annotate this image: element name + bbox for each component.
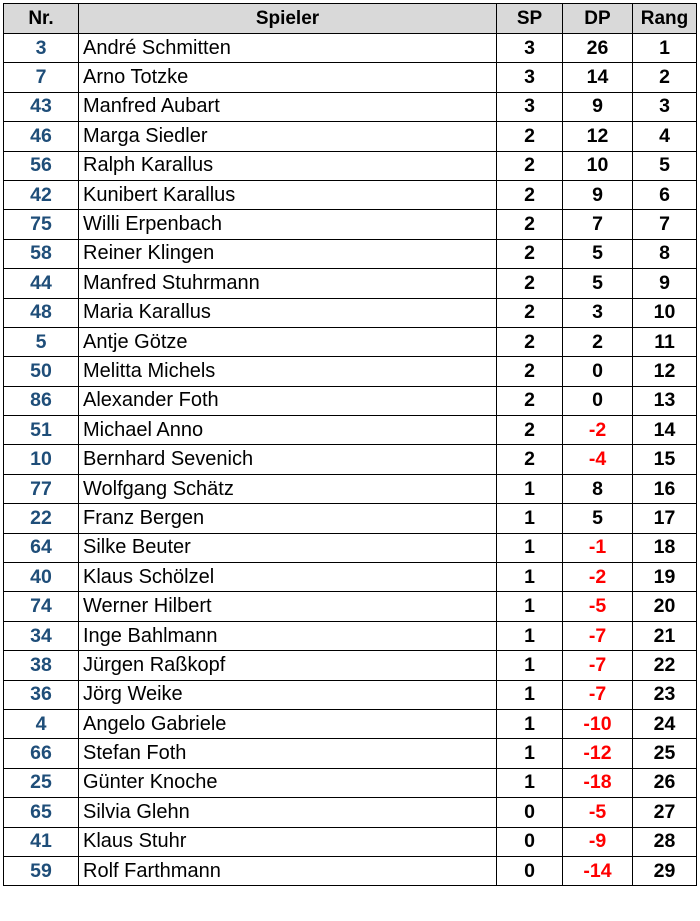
dp-value: -9 xyxy=(563,827,633,856)
dp-value: 5 xyxy=(563,504,633,533)
table-row xyxy=(4,798,697,827)
rang-value: 5 xyxy=(633,151,697,180)
player-number: 38 xyxy=(4,651,79,680)
player-name: Kunibert Karallus xyxy=(79,180,497,209)
table-row xyxy=(4,445,697,474)
player-number: 86 xyxy=(4,386,79,415)
table-row xyxy=(4,651,697,680)
rang-value: 28 xyxy=(633,827,697,856)
sp-value: 1 xyxy=(497,621,563,650)
dp-value: -14 xyxy=(563,856,633,885)
table-row xyxy=(4,504,697,533)
rang-value: 15 xyxy=(633,445,697,474)
table-row xyxy=(4,122,697,151)
player-number: 48 xyxy=(4,298,79,327)
dp-value: 5 xyxy=(563,239,633,268)
player-name: Antje Götze xyxy=(79,327,497,356)
sp-value: 2 xyxy=(497,180,563,209)
player-name: Klaus Schölzel xyxy=(79,563,497,592)
sp-value: 3 xyxy=(497,63,563,92)
dp-value: -12 xyxy=(563,739,633,768)
table-header xyxy=(4,4,697,34)
sp-value: 2 xyxy=(497,416,563,445)
table-row xyxy=(4,357,697,386)
sp-value: 3 xyxy=(497,34,563,63)
header-nr: Nr. xyxy=(4,4,79,34)
player-number: 74 xyxy=(4,592,79,621)
sp-value: 1 xyxy=(497,592,563,621)
player-number: 64 xyxy=(4,533,79,562)
player-name: Stefan Foth xyxy=(79,739,497,768)
sp-value: 2 xyxy=(497,357,563,386)
header-sp: SP xyxy=(497,4,563,34)
table-row xyxy=(4,474,697,503)
rang-value: 4 xyxy=(633,122,697,151)
player-name: André Schmitten xyxy=(79,34,497,63)
player-name: Silvia Glehn xyxy=(79,798,497,827)
player-name: Ralph Karallus xyxy=(79,151,497,180)
dp-value: 7 xyxy=(563,210,633,239)
header-rang: Rang xyxy=(633,4,697,34)
dp-value: -18 xyxy=(563,768,633,797)
table-row xyxy=(4,416,697,445)
dp-value: -1 xyxy=(563,533,633,562)
dp-value: -7 xyxy=(563,651,633,680)
player-number: 5 xyxy=(4,327,79,356)
dp-value: -2 xyxy=(563,563,633,592)
rang-value: 8 xyxy=(633,239,697,268)
player-number: 41 xyxy=(4,827,79,856)
rang-value: 2 xyxy=(633,63,697,92)
player-number: 7 xyxy=(4,63,79,92)
sp-value: 2 xyxy=(497,298,563,327)
player-number: 75 xyxy=(4,210,79,239)
header-row xyxy=(4,4,697,34)
player-number: 44 xyxy=(4,269,79,298)
table-row xyxy=(4,621,697,650)
player-number: 66 xyxy=(4,739,79,768)
player-name: Klaus Stuhr xyxy=(79,827,497,856)
rang-value: 29 xyxy=(633,856,697,885)
sp-value: 0 xyxy=(497,856,563,885)
table-row xyxy=(4,827,697,856)
table-row xyxy=(4,709,697,738)
rang-value: 24 xyxy=(633,709,697,738)
player-name: Maria Karallus xyxy=(79,298,497,327)
rang-value: 6 xyxy=(633,180,697,209)
rang-value: 3 xyxy=(633,92,697,121)
rang-value: 22 xyxy=(633,651,697,680)
player-name: Willi Erpenbach xyxy=(79,210,497,239)
rang-value: 20 xyxy=(633,592,697,621)
sp-value: 1 xyxy=(497,504,563,533)
player-number: 77 xyxy=(4,474,79,503)
dp-value: 9 xyxy=(563,180,633,209)
rang-value: 26 xyxy=(633,768,697,797)
table-row xyxy=(4,768,697,797)
sp-value: 2 xyxy=(497,239,563,268)
dp-value: -7 xyxy=(563,680,633,709)
dp-value: 8 xyxy=(563,474,633,503)
rang-value: 23 xyxy=(633,680,697,709)
player-number: 10 xyxy=(4,445,79,474)
table-row xyxy=(4,269,697,298)
sp-value: 2 xyxy=(497,445,563,474)
rang-value: 21 xyxy=(633,621,697,650)
player-name: Werner Hilbert xyxy=(79,592,497,621)
table-row xyxy=(4,63,697,92)
table-row xyxy=(4,327,697,356)
rang-value: 10 xyxy=(633,298,697,327)
sp-value: 2 xyxy=(497,327,563,356)
table-row xyxy=(4,180,697,209)
table-row xyxy=(4,592,697,621)
dp-value: -5 xyxy=(563,798,633,827)
rang-value: 1 xyxy=(633,34,697,63)
player-number: 65 xyxy=(4,798,79,827)
rang-value: 13 xyxy=(633,386,697,415)
dp-value: 12 xyxy=(563,122,633,151)
dp-value: 0 xyxy=(563,357,633,386)
sp-value: 2 xyxy=(497,386,563,415)
player-number: 22 xyxy=(4,504,79,533)
player-name: Michael Anno xyxy=(79,416,497,445)
sp-value: 0 xyxy=(497,798,563,827)
player-name: Rolf Farthmann xyxy=(79,856,497,885)
standings-table-container xyxy=(3,3,697,886)
dp-value: 9 xyxy=(563,92,633,121)
sp-value: 0 xyxy=(497,827,563,856)
player-number: 4 xyxy=(4,709,79,738)
rang-value: 16 xyxy=(633,474,697,503)
player-name: Wolfgang Schätz xyxy=(79,474,497,503)
table-row xyxy=(4,239,697,268)
table-row xyxy=(4,92,697,121)
player-name: Angelo Gabriele xyxy=(79,709,497,738)
sp-value: 3 xyxy=(497,92,563,121)
player-number: 3 xyxy=(4,34,79,63)
player-name: Jürgen Raßkopf xyxy=(79,651,497,680)
table-row xyxy=(4,739,697,768)
table-row xyxy=(4,386,697,415)
player-name: Reiner Klingen xyxy=(79,239,497,268)
dp-value: 5 xyxy=(563,269,633,298)
player-number: 59 xyxy=(4,856,79,885)
player-number: 51 xyxy=(4,416,79,445)
player-name: Jörg Weike xyxy=(79,680,497,709)
header-dp: DP xyxy=(563,4,633,34)
player-number: 43 xyxy=(4,92,79,121)
table-row xyxy=(4,34,697,63)
player-number: 34 xyxy=(4,621,79,650)
player-name: Alexander Foth xyxy=(79,386,497,415)
player-name: Franz Bergen xyxy=(79,504,497,533)
dp-value: 26 xyxy=(563,34,633,63)
rang-value: 19 xyxy=(633,563,697,592)
rang-value: 14 xyxy=(633,416,697,445)
player-name: Marga Siedler xyxy=(79,122,497,151)
player-number: 25 xyxy=(4,768,79,797)
player-name: Günter Knoche xyxy=(79,768,497,797)
dp-value: 10 xyxy=(563,151,633,180)
sp-value: 2 xyxy=(497,122,563,151)
sp-value: 1 xyxy=(497,474,563,503)
sp-value: 1 xyxy=(497,533,563,562)
player-number: 36 xyxy=(4,680,79,709)
rang-value: 7 xyxy=(633,210,697,239)
sp-value: 2 xyxy=(497,269,563,298)
player-name: Inge Bahlmann xyxy=(79,621,497,650)
header-spieler: Spieler xyxy=(79,4,497,34)
player-number: 56 xyxy=(4,151,79,180)
rang-value: 18 xyxy=(633,533,697,562)
dp-value: -2 xyxy=(563,416,633,445)
sp-value: 1 xyxy=(497,739,563,768)
table-row xyxy=(4,680,697,709)
player-name: Melitta Michels xyxy=(79,357,497,386)
rang-value: 12 xyxy=(633,357,697,386)
player-name: Silke Beuter xyxy=(79,533,497,562)
table-row xyxy=(4,151,697,180)
player-number: 42 xyxy=(4,180,79,209)
rang-value: 9 xyxy=(633,269,697,298)
dp-value: 3 xyxy=(563,298,633,327)
dp-value: -5 xyxy=(563,592,633,621)
table-body xyxy=(4,34,697,886)
rang-value: 25 xyxy=(633,739,697,768)
player-number: 40 xyxy=(4,563,79,592)
sp-value: 1 xyxy=(497,651,563,680)
dp-value: -7 xyxy=(563,621,633,650)
player-name: Manfred Aubart xyxy=(79,92,497,121)
table-row xyxy=(4,210,697,239)
player-number: 58 xyxy=(4,239,79,268)
table-row xyxy=(4,856,697,885)
dp-value: -10 xyxy=(563,709,633,738)
dp-value: 2 xyxy=(563,327,633,356)
table-row xyxy=(4,563,697,592)
dp-value: 14 xyxy=(563,63,633,92)
sp-value: 1 xyxy=(497,680,563,709)
dp-value: 0 xyxy=(563,386,633,415)
player-name: Arno Totzke xyxy=(79,63,497,92)
standings-table xyxy=(3,3,697,886)
player-name: Manfred Stuhrmann xyxy=(79,269,497,298)
sp-value: 2 xyxy=(497,210,563,239)
dp-value: -4 xyxy=(563,445,633,474)
rang-value: 17 xyxy=(633,504,697,533)
player-number: 46 xyxy=(4,122,79,151)
sp-value: 2 xyxy=(497,151,563,180)
player-number: 50 xyxy=(4,357,79,386)
table-row xyxy=(4,298,697,327)
rang-value: 27 xyxy=(633,798,697,827)
rang-value: 11 xyxy=(633,327,697,356)
player-name: Bernhard Sevenich xyxy=(79,445,497,474)
sp-value: 1 xyxy=(497,563,563,592)
sp-value: 1 xyxy=(497,709,563,738)
table-row xyxy=(4,533,697,562)
sp-value: 1 xyxy=(497,768,563,797)
